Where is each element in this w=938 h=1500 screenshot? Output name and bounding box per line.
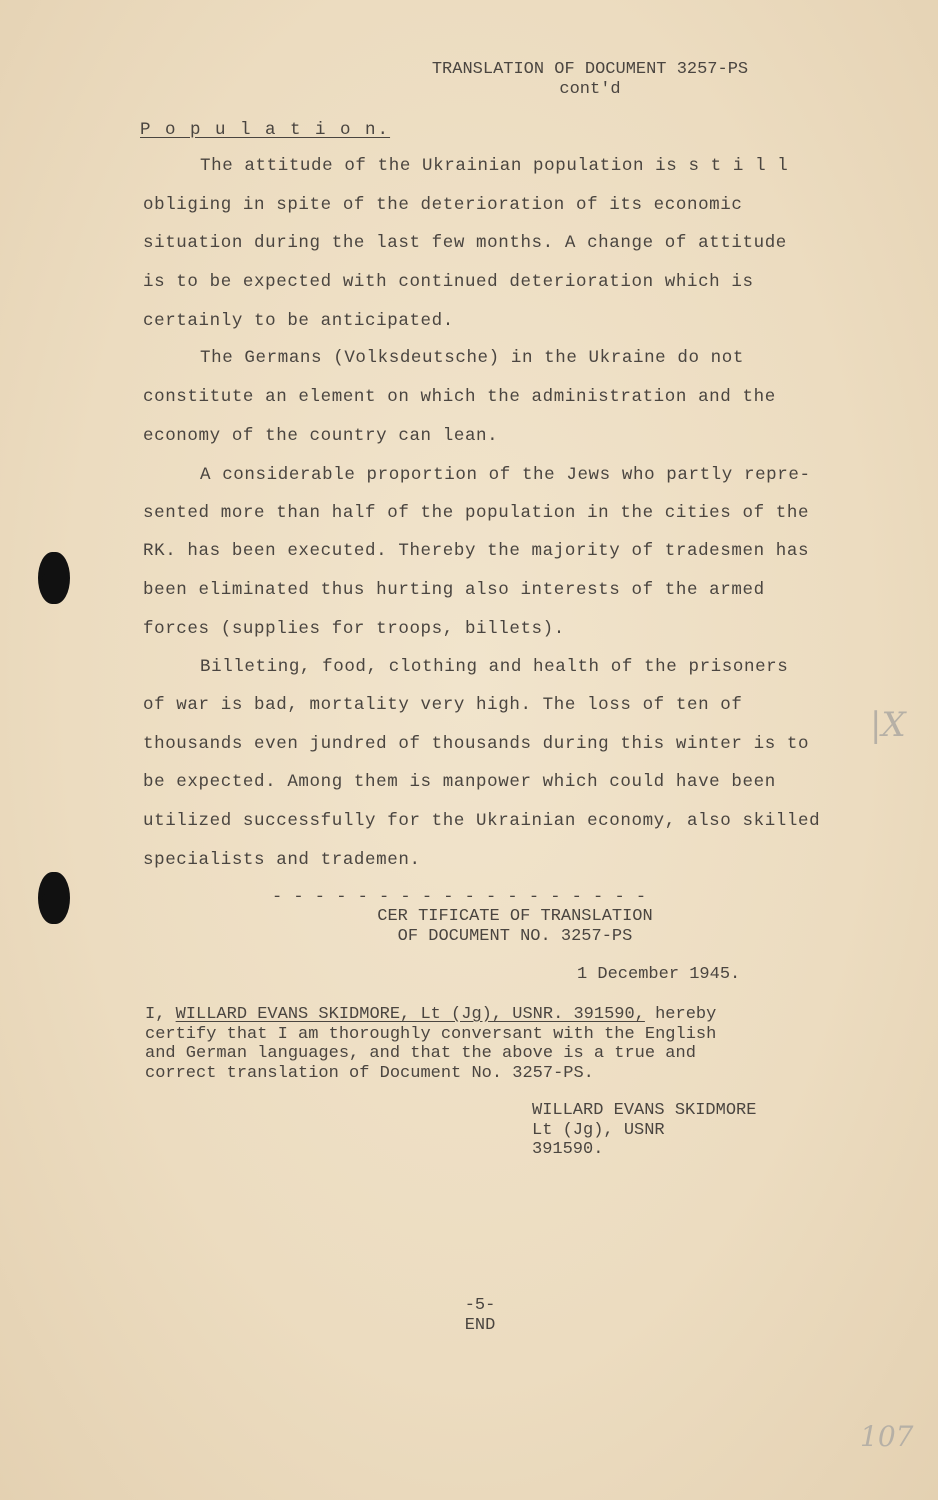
- certificate-line: and German languages, and that the above is a true and: [145, 1044, 696, 1063]
- certificate-prefix: I,: [145, 1005, 176, 1024]
- margin-pencil-mark: |X: [870, 705, 906, 745]
- paragraph-line: utilized successfully for the Ukrainian economy, also skilled: [143, 811, 821, 831]
- paragraph-line: RK. has been executed. Thereby the majority of tradesmen has: [143, 541, 810, 561]
- paragraph-line: been eliminated thus hurting also interests of the armed: [143, 580, 765, 600]
- punch-hole: [38, 872, 70, 924]
- translator-name: WILLARD EVANS SKIDMORE, Lt (Jg), USNR. 391590,: [175, 1005, 645, 1024]
- paragraph-line: The Germans (Volksdeutsche) in the Ukraine do not: [200, 348, 744, 368]
- paragraph-line: A considerable proportion of the Jews who partly repre-: [200, 465, 811, 485]
- paragraph-line: Billeting, food, clothing and health of the prisoners: [200, 657, 789, 677]
- paragraph-line: sented more than half of the population in the cities of the: [143, 503, 810, 523]
- end-marker: END: [464, 1316, 496, 1335]
- certificate-line: certify that I am thoroughly conversant with the English: [145, 1024, 717, 1044]
- paragraph-line: of war is bad, mortality very high. The loss of ten of: [143, 695, 743, 715]
- certificate-date: 1 December 1945.: [577, 965, 741, 984]
- paragraph-line: is to be expected with continued deterioration which is: [143, 272, 754, 292]
- contd-label: cont'd: [559, 80, 621, 99]
- paragraph-line: constitute an element on which the administration and the: [143, 387, 776, 407]
- signature-name: WILLARD EVANS SKIDMORE: [532, 1101, 757, 1120]
- certificate-title-line: CER TIFICATE OF TRANSLATION: [377, 907, 653, 926]
- certificate-line: correct translation of Document No. 3257-PS.: [145, 1063, 594, 1083]
- paragraph-line: obliging in spite of the deterioration of its economic: [143, 195, 743, 215]
- section-heading: P o p u l a t i o n.: [140, 120, 391, 140]
- page-tally-mark: 107: [860, 1420, 914, 1453]
- paragraph-line: specialists and trademen.: [143, 850, 421, 870]
- document-header: [380, 60, 800, 100]
- paragraph-line: thousands even jundred of thousands during this winter is to: [143, 734, 810, 754]
- signature-rank: Lt (Jg), USNR: [532, 1120, 665, 1140]
- signature-block: [532, 1101, 756, 1160]
- punch-hole: [38, 552, 70, 604]
- paragraph-line: The attitude of the Ukrainian population is s t i l l: [200, 156, 789, 176]
- certificate-suffix: hereby: [644, 1005, 717, 1024]
- separator-line: - - - - - - - - - - - - - - - - - -: [272, 888, 647, 907]
- certificate-body: [145, 1005, 716, 1083]
- paragraph-line: situation during the last few months. A change of attitude: [143, 233, 787, 253]
- certificate-title-line: OF DOCUMENT NO. 3257-PS: [397, 927, 633, 946]
- paragraph-line: be expected. Among them is manpower which could have been: [143, 772, 776, 792]
- signature-number: 391590.: [532, 1140, 604, 1159]
- certificate-line: [145, 1005, 716, 1025]
- page-number: -5-: [464, 1296, 496, 1315]
- paragraph-line: forces (supplies for troops, billets).: [143, 619, 565, 639]
- page-footer: [430, 1296, 530, 1336]
- certificate-title: [320, 907, 710, 947]
- paragraph-line: economy of the country can lean.: [143, 426, 499, 446]
- document-title: TRANSLATION OF DOCUMENT 3257-PS: [431, 60, 749, 79]
- paragraph-line: certainly to be anticipated.: [143, 311, 454, 331]
